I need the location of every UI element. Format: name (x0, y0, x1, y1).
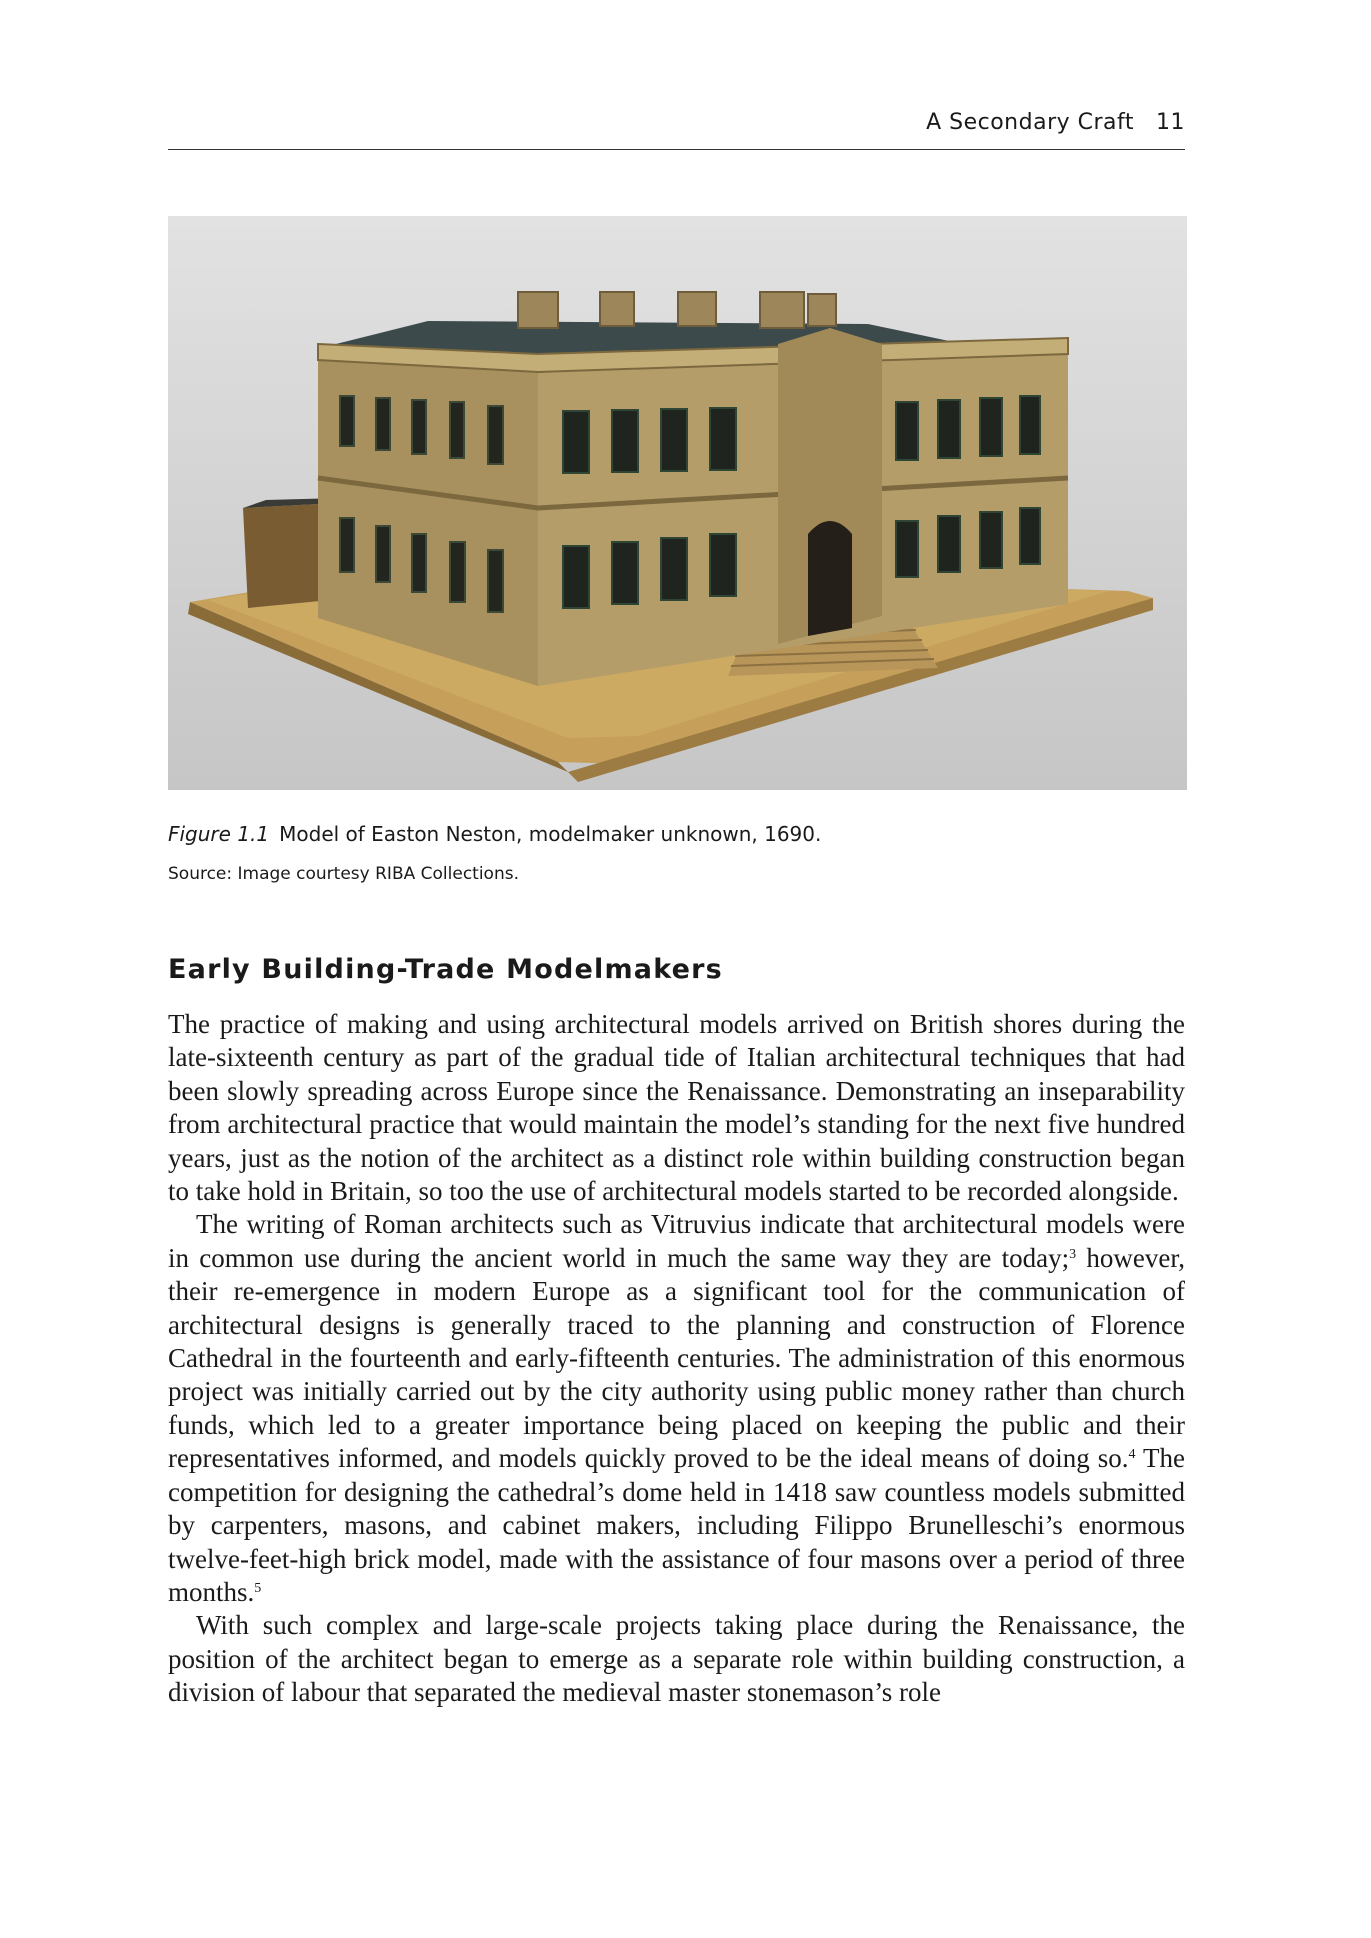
figure-caption (168, 822, 1185, 846)
page-number: 11 (1156, 110, 1185, 135)
footnote-ref-4: 4 (1128, 1447, 1136, 1463)
figure-label: Figure 1.1 (168, 822, 270, 846)
body-text (168, 1008, 1185, 1710)
running-title: A Secondary Craft (926, 110, 1134, 135)
paragraph-1: The practice of making and using architectural models arrived on British shores during the late-sixteenth century as part of the gradual tide of Italian architectural techniques that had been slowly spreading across Europe since the Renaissance. Demonstrating an inseparability from architectural practice that would maintain the model’s standing for the next five hundred years, just as the notion of the architect as a distinct role within building construction began to take hold in Britain, so too the use of architectural models started to be recorded alongside. (168, 1009, 1185, 1207)
paragraph-2-part-1: The writing of Roman architects such as Vitruvius indicate that architectural models were in common use during the ancient world in much the same way they are today; (168, 1209, 1185, 1273)
footnote-ref-3: 3 (1069, 1246, 1077, 1262)
figure-source: Source: Image courtesy RIBA Collections. (168, 864, 519, 884)
paragraph-3: With such complex and large-scale projects taking place during the Renaissance, the position of the architect began to emerge as a separate role within building construction, a division of labour that separated the medieval master stonemason’s role (168, 1610, 1185, 1708)
paragraph-2-part-3: The competition for designing the cathedral’s dome held in 1418 saw countless models submitted by carpenters, masons, and cabinet makers, including Filippo Brunelleschi’s enormous twelve-feet-high brick model, made with the assistance of four masons over a period of three months. (168, 1443, 1185, 1607)
footnote-ref-5: 5 (254, 1580, 262, 1596)
figure-caption-text: Model of Easton Neston, modelmaker unknown, 1690. (279, 822, 822, 846)
section-heading: Early Building-Trade Modelmakers (168, 954, 723, 985)
paragraph-2-part-2: however, their re-emergence in modern Europe as a significant tool for the communication of architectural designs is generally traced to the planning and construction of Florence Cathedral in the fourteenth and early-fifteenth centuries. The administration of this enormous project was initially carried out by the city authority using public money rather than church funds, which led to a greater importance being placed on keeping the public and their representatives informed, and models quickly proved to be the ideal means of doing so. (168, 1242, 1185, 1474)
figure-image (168, 216, 1187, 790)
paragraph-2 (168, 1208, 1185, 1609)
building-model-illustration (168, 216, 1187, 790)
running-head (168, 110, 1185, 150)
